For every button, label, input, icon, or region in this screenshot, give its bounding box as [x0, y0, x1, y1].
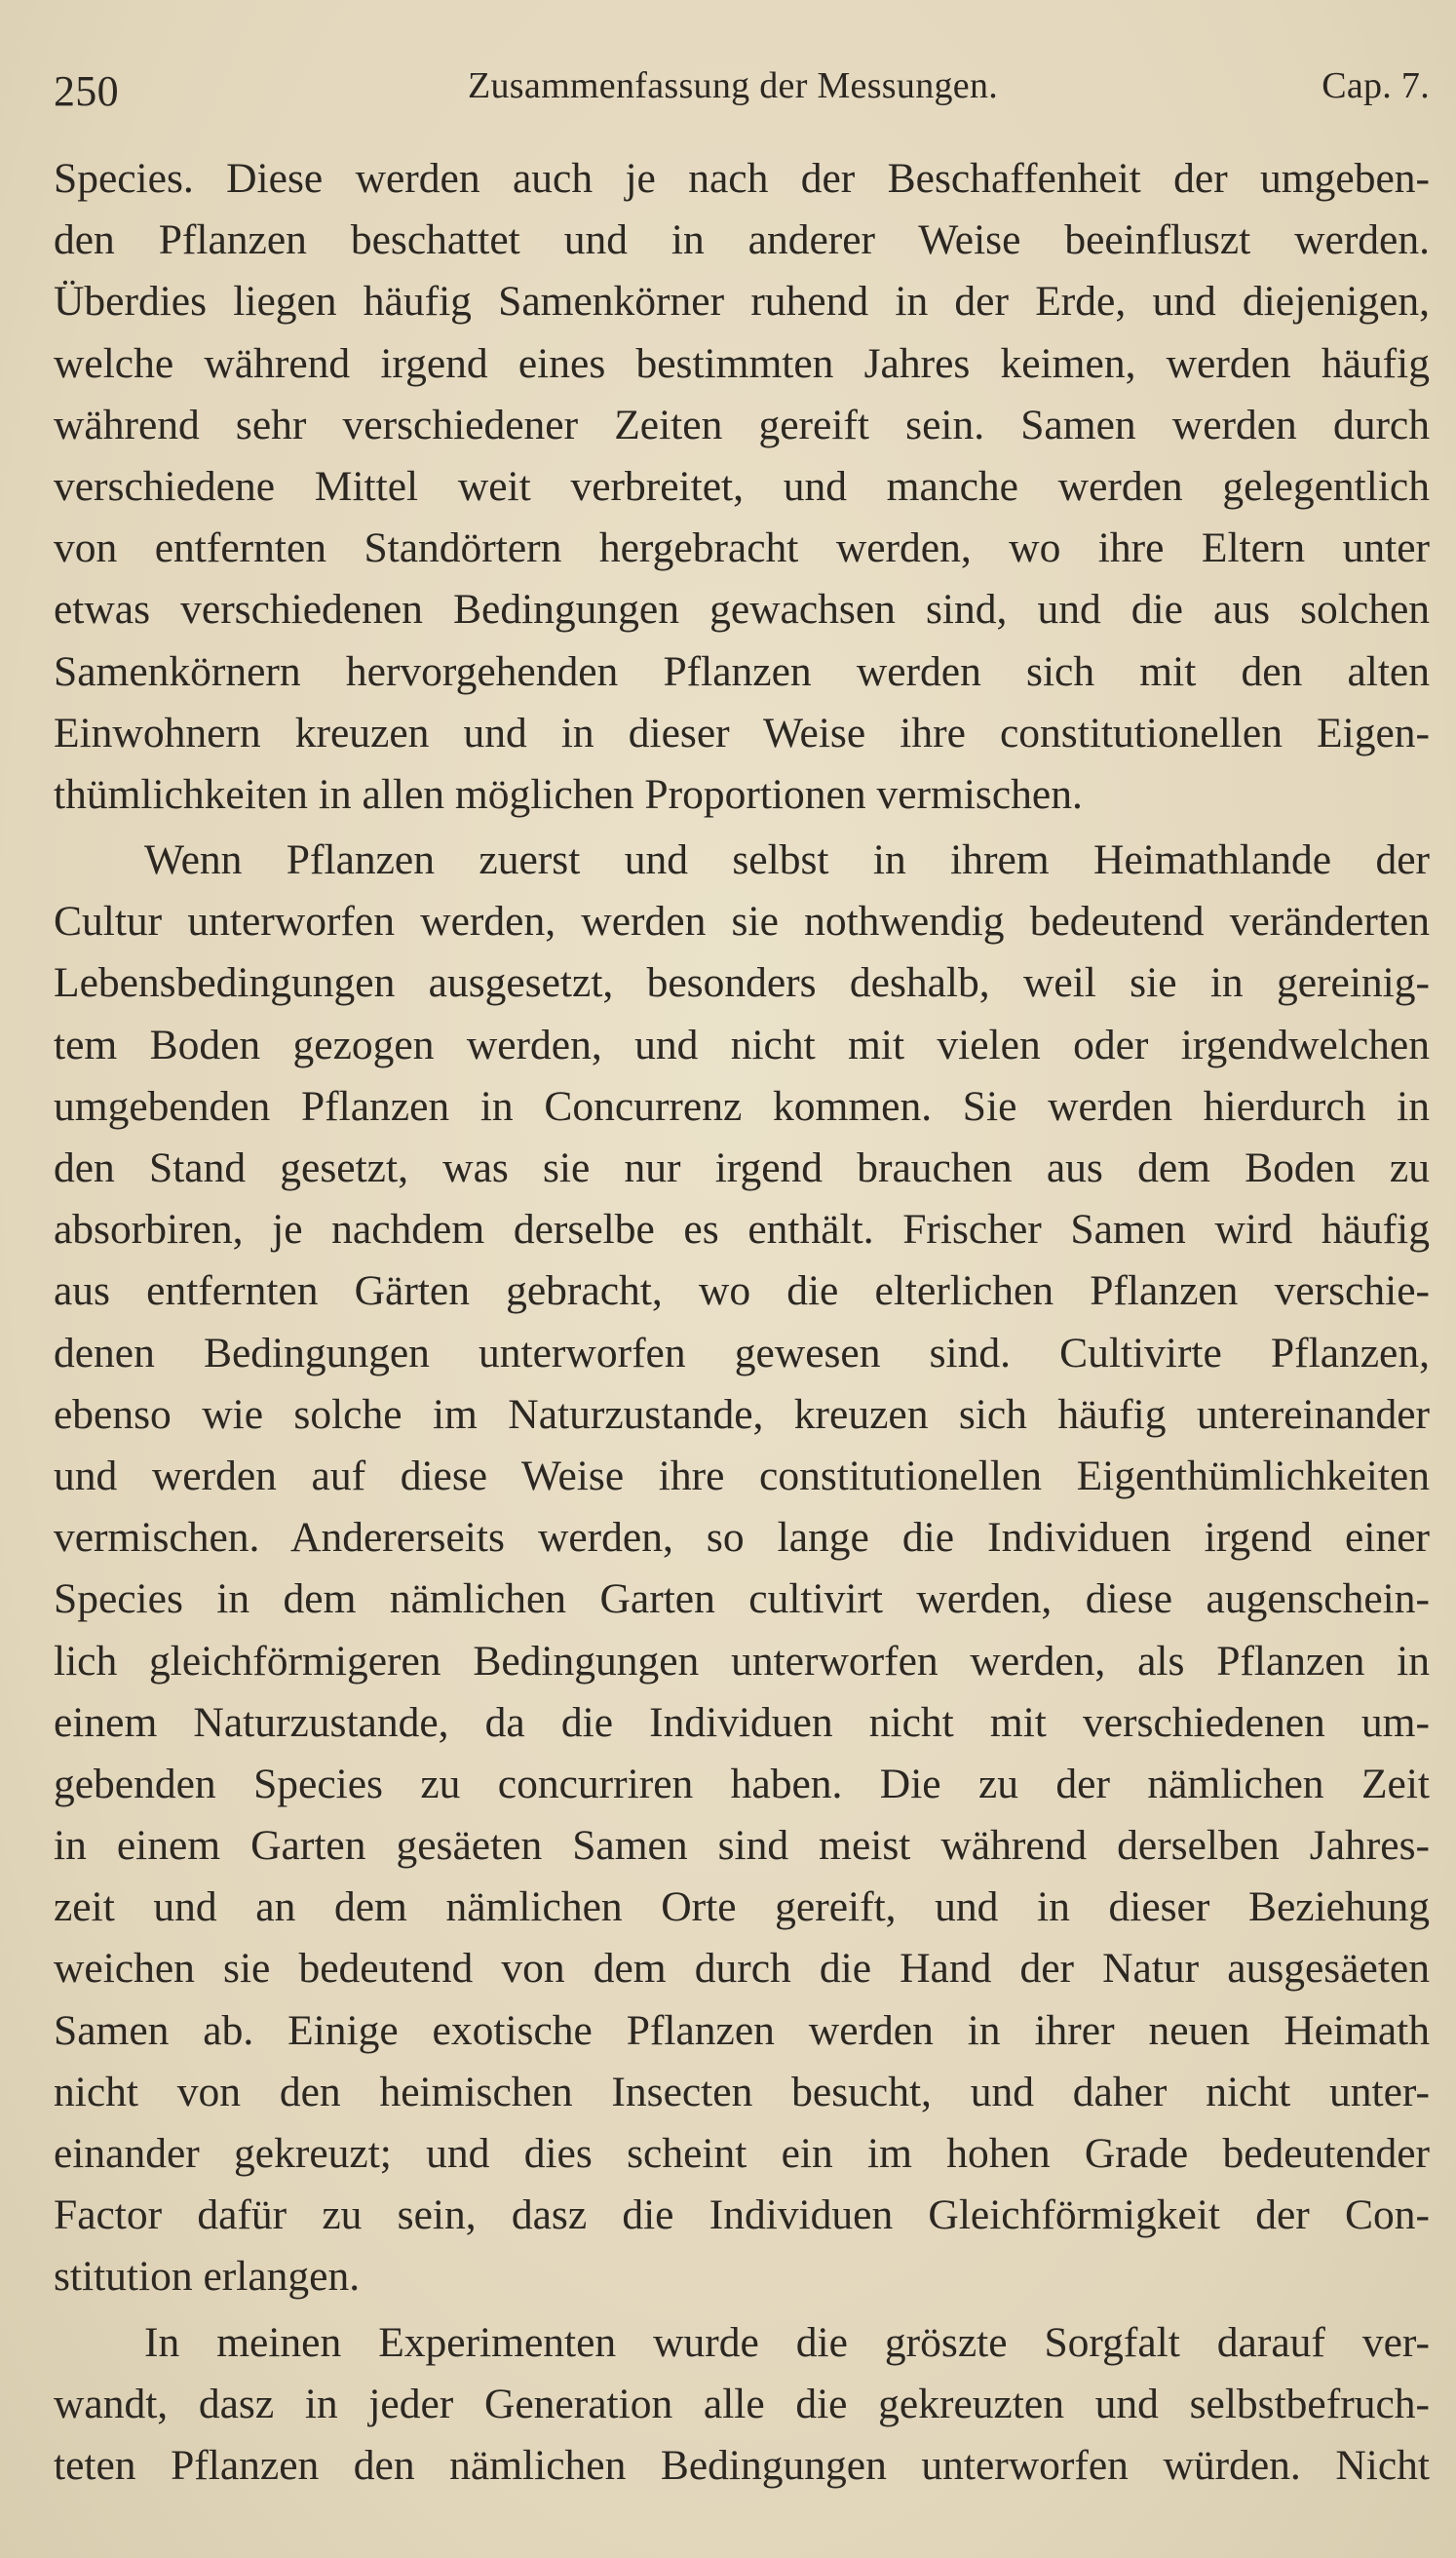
text-line: Lebensbedingungen ausgesetzt, besonders deshalb, weil sie in gereinig-	[54, 959, 1430, 1007]
chapter-reference: Cap. 7.	[1322, 65, 1430, 106]
text-line: und werden auf diese Weise ihre constitutionellen Eigenthümlichkeiten	[54, 1452, 1430, 1499]
body-text	[54, 148, 1430, 2497]
running-head	[54, 58, 1430, 117]
text-line: denen Bedingungen unterworfen gewesen sind. Cultivirte Pflanzen,	[54, 1329, 1430, 1376]
text-line: thümlichkeiten in allen möglichen Proportionen vermischen.	[54, 770, 1083, 818]
text-line: Samen ab. Einige exotische Pflanzen werden in ihrer neuen Heimath	[54, 2006, 1430, 2054]
text-line: Species in dem nämlichen Garten cultivirt werden, diese augenschein-	[54, 1575, 1430, 1623]
text-line: wandt, dasz in jeder Generation alle die gekreuzten und selbstbefruch-	[54, 2380, 1430, 2427]
text-line: welche während irgend eines bestimmten Jahres keimen, werden häufig	[54, 339, 1430, 387]
text-line: gebenden Species zu concurriren haben. Die zu der nämlichen Zeit	[54, 1760, 1430, 1807]
text-line: nicht von den heimischen Insecten besucht, und daher nicht unter-	[54, 2068, 1430, 2115]
text-line: umgebenden Pflanzen in Concurrenz kommen. Sie werden hierdurch in	[54, 1082, 1430, 1130]
text-line: Cultur unterworfen werden, werden sie nothwendig bedeutend veränderten	[54, 898, 1430, 946]
text-line: in einem Garten gesäeten Samen sind meist während derselben Jahres-	[54, 1822, 1430, 1870]
text-line: Wenn Pflanzen zuerst und selbst in ihrem Heimathlande der	[144, 836, 1430, 884]
text-line: verschiedene Mittel weit verbreitet, und manche werden gelegentlich	[54, 462, 1430, 510]
text-line: stitution erlangen.	[54, 2253, 361, 2301]
text-line: absorbiren, je nachdem derselbe es enthält. Frischer Samen wird häufig	[54, 1206, 1430, 1254]
text-line: den Stand gesetzt, was sie nur irgend brauchen aus dem Boden zu	[54, 1144, 1430, 1191]
running-title: Zusammenfassung der Messungen.	[468, 65, 999, 106]
paragraph	[54, 830, 1430, 2308]
text-line: Überdies liegen häufig Samenkörner ruhend in der Erde, und diejenigen,	[54, 278, 1430, 326]
text-line: weichen sie bedeutend von dem durch die Hand der Natur ausgesäeten	[54, 1945, 1430, 1993]
text-line: Factor dafür zu sein, dasz die Individuen Gleichförmigkeit der Con-	[54, 2191, 1430, 2239]
text-line: teten Pflanzen den nämlichen Bedingungen unterworfen würden. Nicht	[54, 2441, 1430, 2489]
text-line: Einwohnern kreuzen und in dieser Weise ihre constitutionellen Eigen-	[54, 709, 1430, 756]
text-line: ebenso wie solche im Naturzustande, kreuzen sich häufig untereinander	[54, 1390, 1430, 1438]
text-line: Samenkörnern hervorgehenden Pflanzen werden sich mit den alten	[54, 647, 1430, 695]
text-line: zeit und an dem nämlichen Orte gereift, und in dieser Beziehung	[54, 1883, 1430, 1931]
text-line: während sehr verschiedener Zeiten gereift sein. Samen werden durch	[54, 401, 1430, 448]
text-line: einander gekreuzt; und dies scheint ein im hohen Grade bedeutender	[54, 2130, 1430, 2177]
text-line: Species. Diese werden auch je nach der Beschaffenheit der umgeben-	[54, 155, 1430, 202]
text-line: tem Boden gezogen werden, und nicht mit vielen oder irgendwelchen	[54, 1021, 1430, 1068]
text-line: einem Naturzustande, da die Individuen nicht mit verschiedenen um-	[54, 1698, 1430, 1746]
text-line: den Pflanzen beschattet und in anderer Weise beeinfluszt werden.	[54, 216, 1430, 264]
text-line: etwas verschiedenen Bedingungen gewachsen sind, und die aus solchen	[54, 586, 1430, 634]
text-line: vermischen. Andererseits werden, so lange die Individuen irgend einer	[54, 1514, 1430, 1562]
text-line: In meinen Experimenten wurde die gröszte Sorgfalt darauf ver-	[144, 2318, 1430, 2366]
paragraph	[54, 2312, 1430, 2498]
page-number: 250	[54, 67, 119, 115]
text-line: von entfernten Standörtern hergebracht werden, wo ihre Eltern unter	[54, 524, 1430, 572]
paragraph	[54, 148, 1430, 826]
text-line: lich gleichförmigeren Bedingungen unterworfen werden, als Pflanzen in	[54, 1637, 1430, 1685]
text-line: aus entfernten Gärten gebracht, wo die elterlichen Pflanzen verschie-	[54, 1267, 1430, 1315]
